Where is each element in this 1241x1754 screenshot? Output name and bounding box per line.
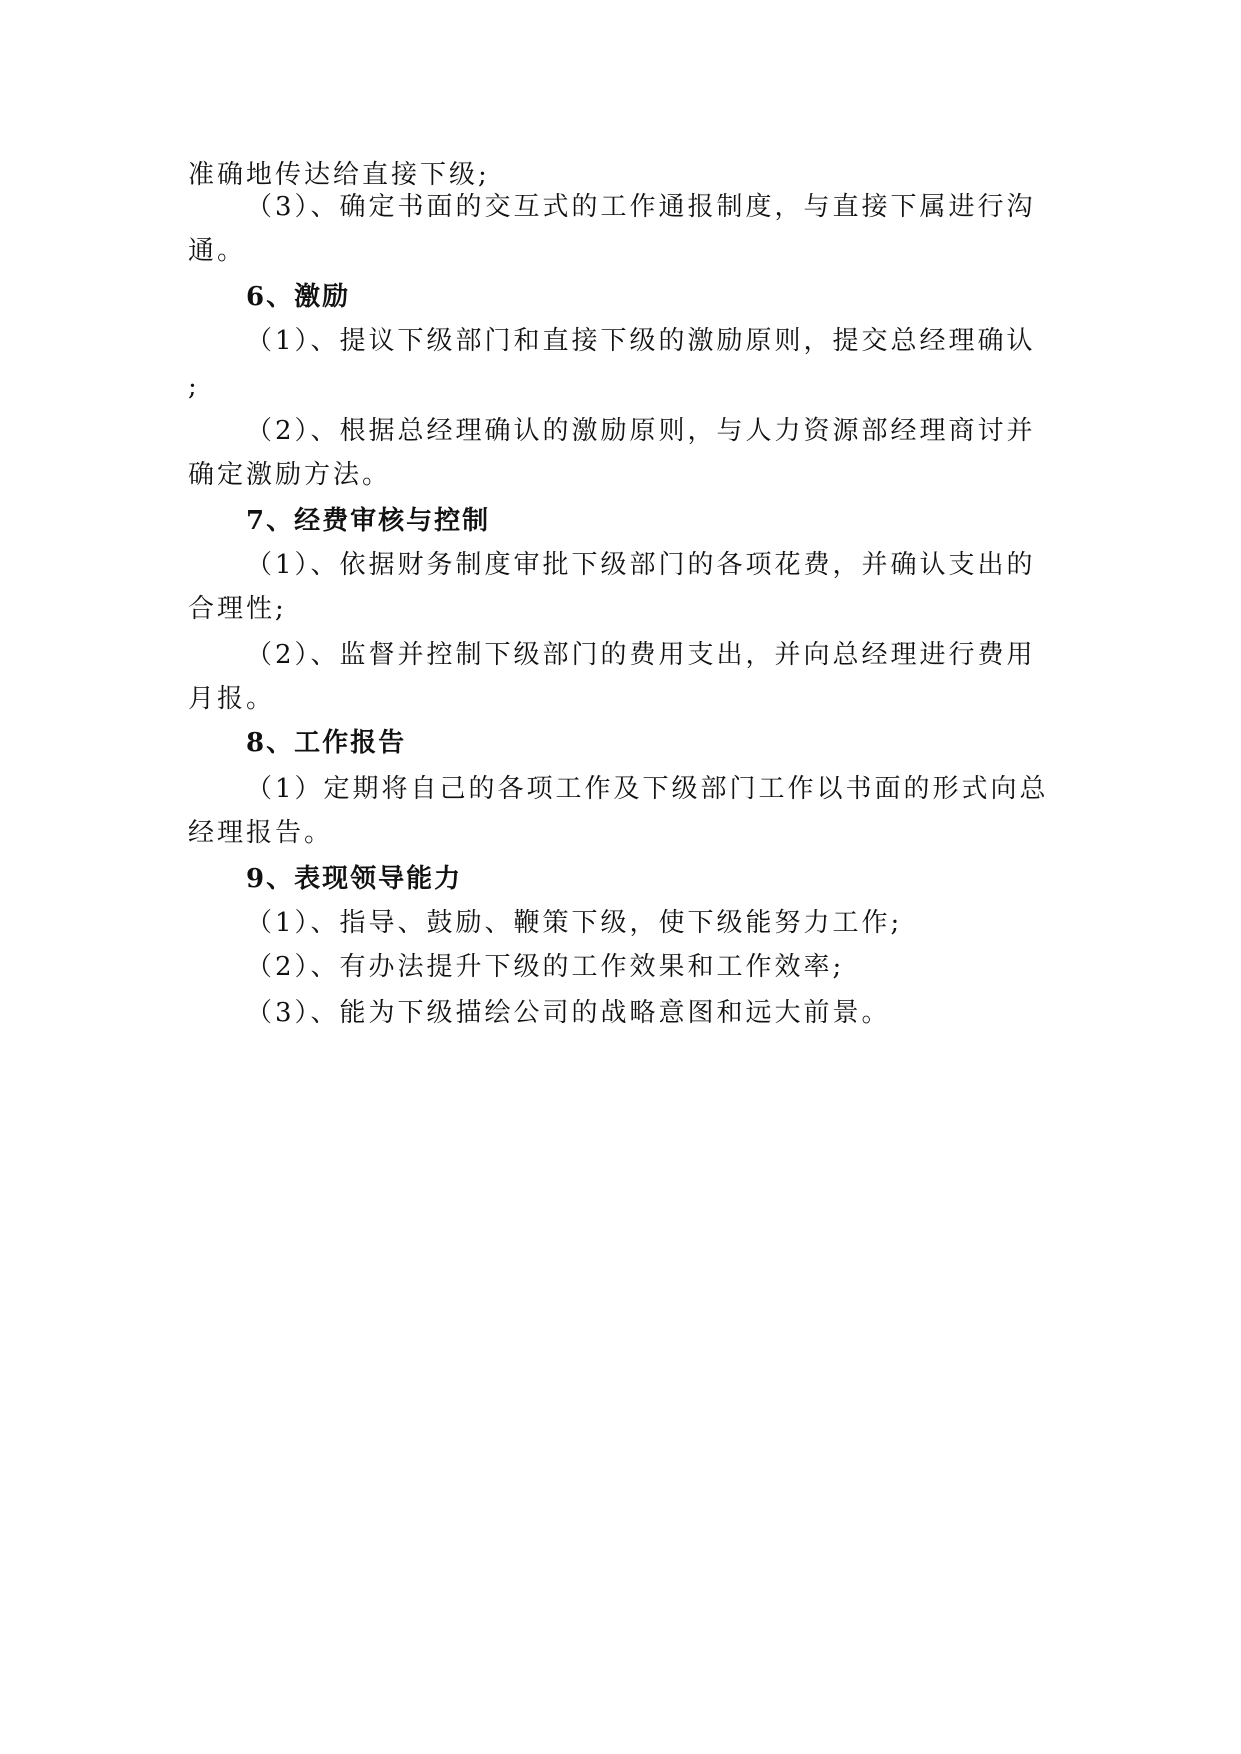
list-item: （1）定期将自己的各项工作及下级部门工作以书面的形式向总 [246,774,1049,804]
paragraph-continuation: ; [188,372,200,402]
paragraph-continuation: 合理性; [188,594,287,624]
paragraph-continuation: 准确地传达给直接下级; [188,160,490,190]
list-item: （1）、指导、鼓励、鞭策下级，使下级能努力工作; [246,908,903,938]
list-item: （2）、有办法提升下级的工作效果和工作效率; [246,952,845,982]
section-heading: 8、工作报告 [246,728,407,758]
list-item: （1）、依据财务制度审批下级部门的各项花费，并确认支出的 [246,550,1036,580]
paragraph-continuation: 确定激励方法。 [188,460,392,490]
list-item: （2）、根据总经理确认的激励原则，与人力资源部经理商讨并 [246,416,1036,446]
section-heading: 7、经费审核与控制 [246,506,491,536]
list-item: （3）、能为下级描绘公司的战略意图和远大前景。 [246,998,891,1028]
paragraph-continuation: 经理报告。 [188,818,334,848]
list-item: （1）、提议下级部门和直接下级的激励原则，提交总经理确认 [246,326,1036,356]
list-item: （3）、确定书面的交互式的工作通报制度，与直接下属进行沟 [246,192,1036,222]
section-heading: 9、表现领导能力 [246,864,463,894]
list-item: （2）、监督并控制下级部门的费用支出，并向总经理进行费用 [246,640,1036,670]
paragraph-continuation: 月报。 [188,684,276,714]
section-heading: 6、激励 [246,282,351,312]
paragraph-continuation: 通。 [188,236,247,266]
